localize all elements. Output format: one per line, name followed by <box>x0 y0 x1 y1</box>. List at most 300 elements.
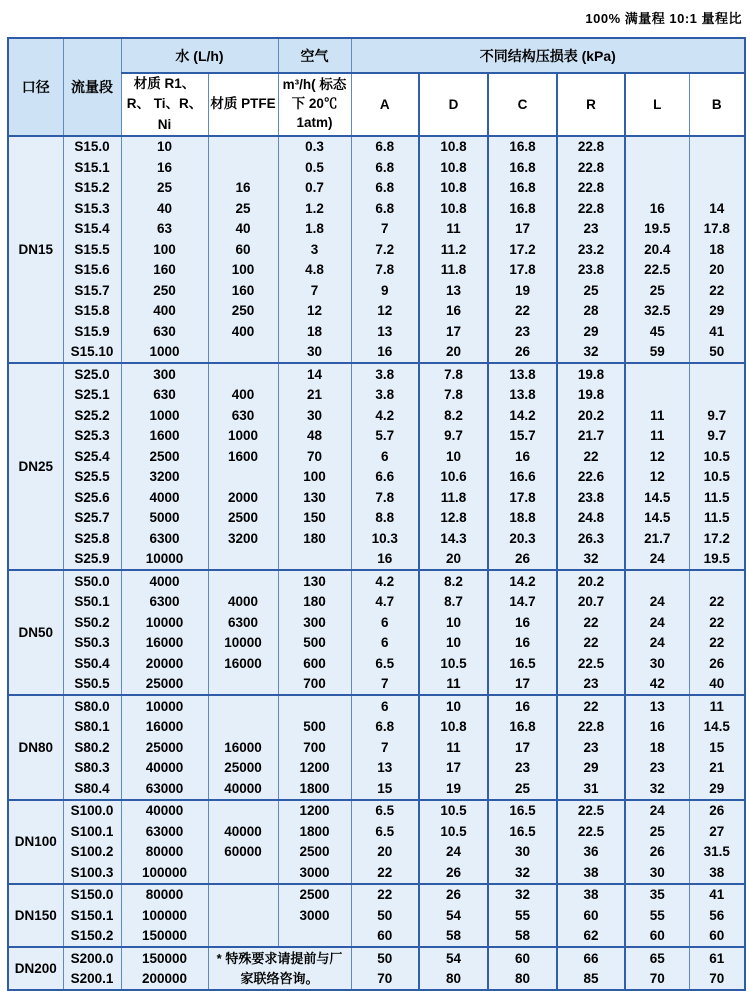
pressure-d-cell: 16 <box>419 301 488 322</box>
water-main-cell: 100 <box>121 239 208 260</box>
pressure-a-cell: 7 <box>351 674 419 696</box>
air-cell: 4.8 <box>278 260 351 281</box>
pressure-c-cell: 32 <box>488 884 557 906</box>
pressure-b-cell: 20 <box>689 260 745 281</box>
pressure-c-cell: 26 <box>488 549 557 571</box>
water-main-cell: 160 <box>121 260 208 281</box>
water-main-cell: 2500 <box>121 446 208 467</box>
air-cell: 30 <box>278 342 351 364</box>
pressure-c-cell: 17 <box>488 219 557 240</box>
table-row <box>8 321 745 342</box>
water-main-cell: 5000 <box>121 508 208 529</box>
pressure-b-cell: 41 <box>689 321 745 342</box>
pressure-r-cell: 22 <box>557 633 625 654</box>
pressure-a-cell: 4.2 <box>351 405 419 426</box>
pressure-b-cell <box>689 136 745 158</box>
pressure-r-cell: 26.3 <box>557 528 625 549</box>
spec-table <box>7 37 746 991</box>
pressure-b-cell: 29 <box>689 301 745 322</box>
flow-segment-cell: S25.7 <box>63 508 121 529</box>
pressure-r-cell: 29 <box>557 758 625 779</box>
table-row <box>8 653 745 674</box>
air-cell: 2500 <box>278 884 351 906</box>
pressure-a-cell: 7 <box>351 737 419 758</box>
air-cell <box>278 695 351 717</box>
air-cell: 100 <box>278 467 351 488</box>
water-main-cell: 16000 <box>121 717 208 738</box>
flow-segment-cell: S150.0 <box>63 884 121 906</box>
header-pressure-col-d: D <box>419 73 488 136</box>
air-cell: 150 <box>278 508 351 529</box>
pressure-b-cell: 22 <box>689 612 745 633</box>
pressure-l-cell: 24 <box>625 633 689 654</box>
water-main-cell: 20000 <box>121 653 208 674</box>
pressure-a-cell: 50 <box>351 947 419 969</box>
water-main-cell: 10000 <box>121 549 208 571</box>
pressure-b-cell: 22 <box>689 280 745 301</box>
air-cell <box>278 926 351 948</box>
flow-segment-cell: S50.0 <box>63 570 121 592</box>
flow-segment-cell: S200.1 <box>63 969 121 991</box>
air-cell: 0.7 <box>278 178 351 199</box>
pressure-a-cell: 9 <box>351 280 419 301</box>
pressure-r-cell: 19.8 <box>557 363 625 385</box>
pressure-r-cell: 23.8 <box>557 487 625 508</box>
water-main-cell: 100000 <box>121 862 208 884</box>
pressure-a-cell: 6.8 <box>351 136 419 158</box>
pressure-a-cell: 3.8 <box>351 363 419 385</box>
air-cell: 70 <box>278 446 351 467</box>
pressure-l-cell: 55 <box>625 905 689 926</box>
pressure-r-cell: 20.7 <box>557 592 625 613</box>
pressure-d-cell: 80 <box>419 969 488 991</box>
pressure-r-cell: 22.8 <box>557 198 625 219</box>
water-main-cell: 40 <box>121 198 208 219</box>
pressure-d-cell: 10.5 <box>419 821 488 842</box>
pressure-l-cell: 12 <box>625 467 689 488</box>
pressure-l-cell: 14.5 <box>625 487 689 508</box>
flow-segment-cell: S15.1 <box>63 157 121 178</box>
pressure-r-cell: 22 <box>557 612 625 633</box>
water-ptfe-cell <box>208 862 278 884</box>
pressure-b-cell <box>689 385 745 406</box>
table-row <box>8 528 745 549</box>
table-row <box>8 862 745 884</box>
pressure-b-cell <box>689 363 745 385</box>
pressure-c-cell: 16.8 <box>488 198 557 219</box>
air-cell: 1.2 <box>278 198 351 219</box>
table-row <box>8 301 745 322</box>
pressure-a-cell: 6.8 <box>351 178 419 199</box>
pressure-c-cell: 23 <box>488 321 557 342</box>
flow-segment-cell: S15.10 <box>63 342 121 364</box>
table-row <box>8 633 745 654</box>
pressure-r-cell: 22.5 <box>557 821 625 842</box>
flow-segment-cell: S25.9 <box>63 549 121 571</box>
pressure-a-cell: 6.5 <box>351 800 419 822</box>
pressure-l-cell: 35 <box>625 884 689 906</box>
water-ptfe-cell <box>208 926 278 948</box>
pressure-d-cell: 54 <box>419 947 488 969</box>
pressure-a-cell: 6 <box>351 633 419 654</box>
flow-segment-cell: S150.1 <box>63 905 121 926</box>
water-main-cell: 40000 <box>121 758 208 779</box>
pressure-r-cell: 23 <box>557 219 625 240</box>
flow-segment-cell: S25.6 <box>63 487 121 508</box>
pressure-c-cell: 55 <box>488 905 557 926</box>
pressure-c-cell: 25 <box>488 778 557 800</box>
water-main-cell: 100000 <box>121 905 208 926</box>
water-main-cell: 10 <box>121 136 208 158</box>
flow-segment-cell: S15.8 <box>63 301 121 322</box>
water-ptfe-cell <box>208 884 278 906</box>
pressure-r-cell: 66 <box>557 947 625 969</box>
pressure-a-cell: 7.8 <box>351 260 419 281</box>
water-main-cell: 1000 <box>121 405 208 426</box>
air-cell: 14 <box>278 363 351 385</box>
pressure-c-cell: 16 <box>488 695 557 717</box>
flow-segment-cell: S50.1 <box>63 592 121 613</box>
flow-segment-cell: S80.2 <box>63 737 121 758</box>
pressure-l-cell: 16 <box>625 198 689 219</box>
header-flow-segment: 流量段 <box>63 38 121 136</box>
header-pressure-col-r: R <box>557 73 625 136</box>
pressure-l-cell <box>625 363 689 385</box>
pressure-r-cell: 24.8 <box>557 508 625 529</box>
table-row <box>8 905 745 926</box>
air-cell: 30 <box>278 405 351 426</box>
air-cell: 300 <box>278 612 351 633</box>
pressure-c-cell: 16.6 <box>488 467 557 488</box>
pressure-a-cell: 6.5 <box>351 653 419 674</box>
table-row <box>8 487 745 508</box>
pressure-l-cell: 19.5 <box>625 219 689 240</box>
table-row <box>8 717 745 738</box>
water-main-cell: 150000 <box>121 926 208 948</box>
pressure-r-cell: 36 <box>557 842 625 863</box>
diameter-cell: DN200 <box>8 947 63 990</box>
pressure-d-cell: 9.7 <box>419 426 488 447</box>
air-cell: 21 <box>278 385 351 406</box>
pressure-l-cell: 24 <box>625 800 689 822</box>
water-ptfe-cell: 40 <box>208 219 278 240</box>
table-row <box>8 612 745 633</box>
pressure-r-cell: 23 <box>557 674 625 696</box>
table-row <box>8 385 745 406</box>
pressure-l-cell: 45 <box>625 321 689 342</box>
pressure-l-cell: 24 <box>625 592 689 613</box>
flow-segment-cell: S80.4 <box>63 778 121 800</box>
pressure-r-cell: 31 <box>557 778 625 800</box>
pressure-c-cell: 17 <box>488 737 557 758</box>
flow-segment-cell: S50.2 <box>63 612 121 633</box>
flow-segment-cell: S25.0 <box>63 363 121 385</box>
water-ptfe-cell <box>208 157 278 178</box>
water-ptfe-cell: 2500 <box>208 508 278 529</box>
header-water-material-2: 材质 PTFE <box>208 73 278 136</box>
pressure-d-cell: 10.6 <box>419 467 488 488</box>
table-row <box>8 821 745 842</box>
pressure-r-cell: 22 <box>557 695 625 717</box>
pressure-b-cell <box>689 570 745 592</box>
pressure-l-cell: 60 <box>625 926 689 948</box>
air-cell: 48 <box>278 426 351 447</box>
diameter-cell: DN80 <box>8 695 63 800</box>
flow-segment-cell: S15.2 <box>63 178 121 199</box>
special-request-note: * 特殊要求请提前与厂家联络咨询。 <box>208 947 351 990</box>
pressure-r-cell: 28 <box>557 301 625 322</box>
pressure-r-cell: 21.7 <box>557 426 625 447</box>
pressure-c-cell: 80 <box>488 969 557 991</box>
flow-segment-cell: S25.4 <box>63 446 121 467</box>
pressure-d-cell: 10.8 <box>419 717 488 738</box>
pressure-b-cell: 61 <box>689 947 745 969</box>
water-main-cell: 1600 <box>121 426 208 447</box>
pressure-c-cell: 13.8 <box>488 385 557 406</box>
pressure-l-cell: 59 <box>625 342 689 364</box>
pressure-c-cell: 16.8 <box>488 136 557 158</box>
water-ptfe-cell: 3200 <box>208 528 278 549</box>
pressure-d-cell: 54 <box>419 905 488 926</box>
pressure-l-cell: 12 <box>625 446 689 467</box>
water-ptfe-cell: 4000 <box>208 592 278 613</box>
pressure-a-cell: 7 <box>351 219 419 240</box>
pressure-l-cell: 14.5 <box>625 508 689 529</box>
pressure-d-cell: 10.8 <box>419 157 488 178</box>
diameter-cell: DN15 <box>8 136 63 364</box>
pressure-a-cell: 7.2 <box>351 239 419 260</box>
water-ptfe-cell: 16000 <box>208 653 278 674</box>
pressure-c-cell: 14.2 <box>488 405 557 426</box>
water-ptfe-cell <box>208 674 278 696</box>
pressure-c-cell: 16 <box>488 633 557 654</box>
pressure-c-cell: 16 <box>488 612 557 633</box>
pressure-b-cell: 27 <box>689 821 745 842</box>
table-row <box>8 758 745 779</box>
pressure-l-cell: 30 <box>625 653 689 674</box>
pressure-a-cell: 12 <box>351 301 419 322</box>
water-ptfe-cell <box>208 467 278 488</box>
water-main-cell: 6300 <box>121 528 208 549</box>
air-cell: 700 <box>278 737 351 758</box>
air-cell: 18 <box>278 321 351 342</box>
pressure-c-cell: 13.8 <box>488 363 557 385</box>
header-pressure-col-c: C <box>488 73 557 136</box>
water-ptfe-cell: 60 <box>208 239 278 260</box>
pressure-a-cell: 20 <box>351 842 419 863</box>
pressure-r-cell: 62 <box>557 926 625 948</box>
water-ptfe-cell: 10000 <box>208 633 278 654</box>
air-cell: 1.8 <box>278 219 351 240</box>
pressure-b-cell <box>689 157 745 178</box>
pressure-d-cell: 10.8 <box>419 198 488 219</box>
pressure-c-cell: 17.8 <box>488 487 557 508</box>
pressure-a-cell: 22 <box>351 862 419 884</box>
water-main-cell: 63000 <box>121 778 208 800</box>
water-ptfe-cell: 1600 <box>208 446 278 467</box>
pressure-b-cell: 50 <box>689 342 745 364</box>
water-ptfe-cell: 40000 <box>208 778 278 800</box>
table-row <box>8 695 745 717</box>
pressure-b-cell: 14 <box>689 198 745 219</box>
flow-segment-cell: S80.1 <box>63 717 121 738</box>
diameter-cell: DN50 <box>8 570 63 695</box>
pressure-b-cell: 11 <box>689 695 745 717</box>
pressure-b-cell: 29 <box>689 778 745 800</box>
pressure-l-cell: 42 <box>625 674 689 696</box>
pressure-l-cell <box>625 570 689 592</box>
pressure-b-cell: 38 <box>689 862 745 884</box>
water-ptfe-cell: 2000 <box>208 487 278 508</box>
water-main-cell: 6300 <box>121 592 208 613</box>
pressure-d-cell: 10 <box>419 633 488 654</box>
pressure-d-cell: 10 <box>419 612 488 633</box>
water-main-cell: 250 <box>121 280 208 301</box>
pressure-c-cell: 60 <box>488 947 557 969</box>
pressure-l-cell: 18 <box>625 737 689 758</box>
pressure-r-cell: 25 <box>557 280 625 301</box>
header-pressure-group: 不同结构压损表 (kPa) <box>351 38 745 73</box>
pressure-c-cell: 16.5 <box>488 821 557 842</box>
water-main-cell: 300 <box>121 363 208 385</box>
table-row <box>8 570 745 592</box>
pressure-a-cell: 6.6 <box>351 467 419 488</box>
table-row <box>8 947 745 969</box>
table-row <box>8 178 745 199</box>
air-cell <box>278 549 351 571</box>
flow-segment-cell: S25.1 <box>63 385 121 406</box>
water-ptfe-cell: 400 <box>208 321 278 342</box>
pressure-l-cell: 25 <box>625 280 689 301</box>
flow-segment-cell: S25.2 <box>63 405 121 426</box>
pressure-a-cell: 4.2 <box>351 570 419 592</box>
diameter-cell: DN25 <box>8 363 63 570</box>
water-ptfe-cell <box>208 800 278 822</box>
pressure-d-cell: 26 <box>419 884 488 906</box>
air-cell: 700 <box>278 674 351 696</box>
pressure-d-cell: 8.2 <box>419 405 488 426</box>
pressure-l-cell: 25 <box>625 821 689 842</box>
pressure-d-cell: 11.2 <box>419 239 488 260</box>
water-ptfe-cell: 40000 <box>208 821 278 842</box>
pressure-l-cell: 26 <box>625 842 689 863</box>
pressure-a-cell: 7.8 <box>351 487 419 508</box>
pressure-c-cell: 26 <box>488 342 557 364</box>
pressure-r-cell: 38 <box>557 884 625 906</box>
header-pressure-col-a: A <box>351 73 419 136</box>
header-water-group: 水 (L/h) <box>121 38 278 73</box>
water-ptfe-cell <box>208 570 278 592</box>
pressure-l-cell: 11 <box>625 405 689 426</box>
pressure-a-cell: 16 <box>351 549 419 571</box>
pressure-r-cell: 22.8 <box>557 157 625 178</box>
header-water-material-1: 材质 R1、R、 Ti、R、Ni <box>121 73 208 136</box>
pressure-a-cell: 4.7 <box>351 592 419 613</box>
flow-segment-cell: S25.3 <box>63 426 121 447</box>
pressure-l-cell: 32.5 <box>625 301 689 322</box>
air-cell: 3 <box>278 239 351 260</box>
pressure-b-cell: 22 <box>689 633 745 654</box>
water-ptfe-cell: 6300 <box>208 612 278 633</box>
water-ptfe-cell <box>208 342 278 364</box>
pressure-d-cell: 20 <box>419 342 488 364</box>
pressure-d-cell: 7.8 <box>419 363 488 385</box>
pressure-d-cell: 11.8 <box>419 487 488 508</box>
table-row <box>8 467 745 488</box>
flow-segment-cell: S80.0 <box>63 695 121 717</box>
flow-segment-cell: S25.8 <box>63 528 121 549</box>
pressure-d-cell: 17 <box>419 758 488 779</box>
water-ptfe-cell <box>208 363 278 385</box>
water-ptfe-cell <box>208 136 278 158</box>
water-ptfe-cell: 25000 <box>208 758 278 779</box>
flow-segment-cell: S100.3 <box>63 862 121 884</box>
water-ptfe-cell: 60000 <box>208 842 278 863</box>
pressure-c-cell: 16.8 <box>488 178 557 199</box>
pressure-r-cell: 23.2 <box>557 239 625 260</box>
water-main-cell: 4000 <box>121 570 208 592</box>
pressure-c-cell: 16 <box>488 446 557 467</box>
table-row <box>8 884 745 906</box>
pressure-b-cell: 18 <box>689 239 745 260</box>
pressure-a-cell: 6 <box>351 612 419 633</box>
table-row <box>8 280 745 301</box>
pressure-a-cell: 13 <box>351 321 419 342</box>
water-main-cell: 80000 <box>121 842 208 863</box>
pressure-c-cell: 15.7 <box>488 426 557 447</box>
water-main-cell: 400 <box>121 301 208 322</box>
water-main-cell: 16 <box>121 157 208 178</box>
table-row <box>8 219 745 240</box>
pressure-c-cell: 23 <box>488 758 557 779</box>
table-row <box>8 800 745 822</box>
header-pressure-col-b: B <box>689 73 745 136</box>
pressure-l-cell <box>625 157 689 178</box>
water-main-cell: 40000 <box>121 800 208 822</box>
table-row <box>8 157 745 178</box>
flow-segment-cell: S15.5 <box>63 239 121 260</box>
pressure-b-cell: 10.5 <box>689 467 745 488</box>
pressure-a-cell: 6.8 <box>351 157 419 178</box>
pressure-a-cell: 13 <box>351 758 419 779</box>
water-main-cell: 10000 <box>121 695 208 717</box>
flow-segment-cell: S15.6 <box>63 260 121 281</box>
water-main-cell: 200000 <box>121 969 208 991</box>
pressure-a-cell: 22 <box>351 884 419 906</box>
pressure-r-cell: 20.2 <box>557 405 625 426</box>
pressure-l-cell: 11 <box>625 426 689 447</box>
water-main-cell: 3200 <box>121 467 208 488</box>
pressure-r-cell: 20.2 <box>557 570 625 592</box>
air-cell: 7 <box>278 280 351 301</box>
pressure-b-cell: 15 <box>689 737 745 758</box>
water-ptfe-cell: 400 <box>208 385 278 406</box>
water-main-cell: 80000 <box>121 884 208 906</box>
pressure-c-cell: 16.5 <box>488 653 557 674</box>
pressure-a-cell: 15 <box>351 778 419 800</box>
pressure-d-cell: 17 <box>419 321 488 342</box>
pressure-r-cell: 32 <box>557 549 625 571</box>
water-ptfe-cell <box>208 695 278 717</box>
pressure-c-cell: 19 <box>488 280 557 301</box>
water-ptfe-cell <box>208 905 278 926</box>
flow-segment-cell: S200.0 <box>63 947 121 969</box>
table-row <box>8 969 745 991</box>
water-main-cell: 630 <box>121 385 208 406</box>
pressure-a-cell: 5.7 <box>351 426 419 447</box>
table-row <box>8 549 745 571</box>
pressure-r-cell: 22.8 <box>557 717 625 738</box>
